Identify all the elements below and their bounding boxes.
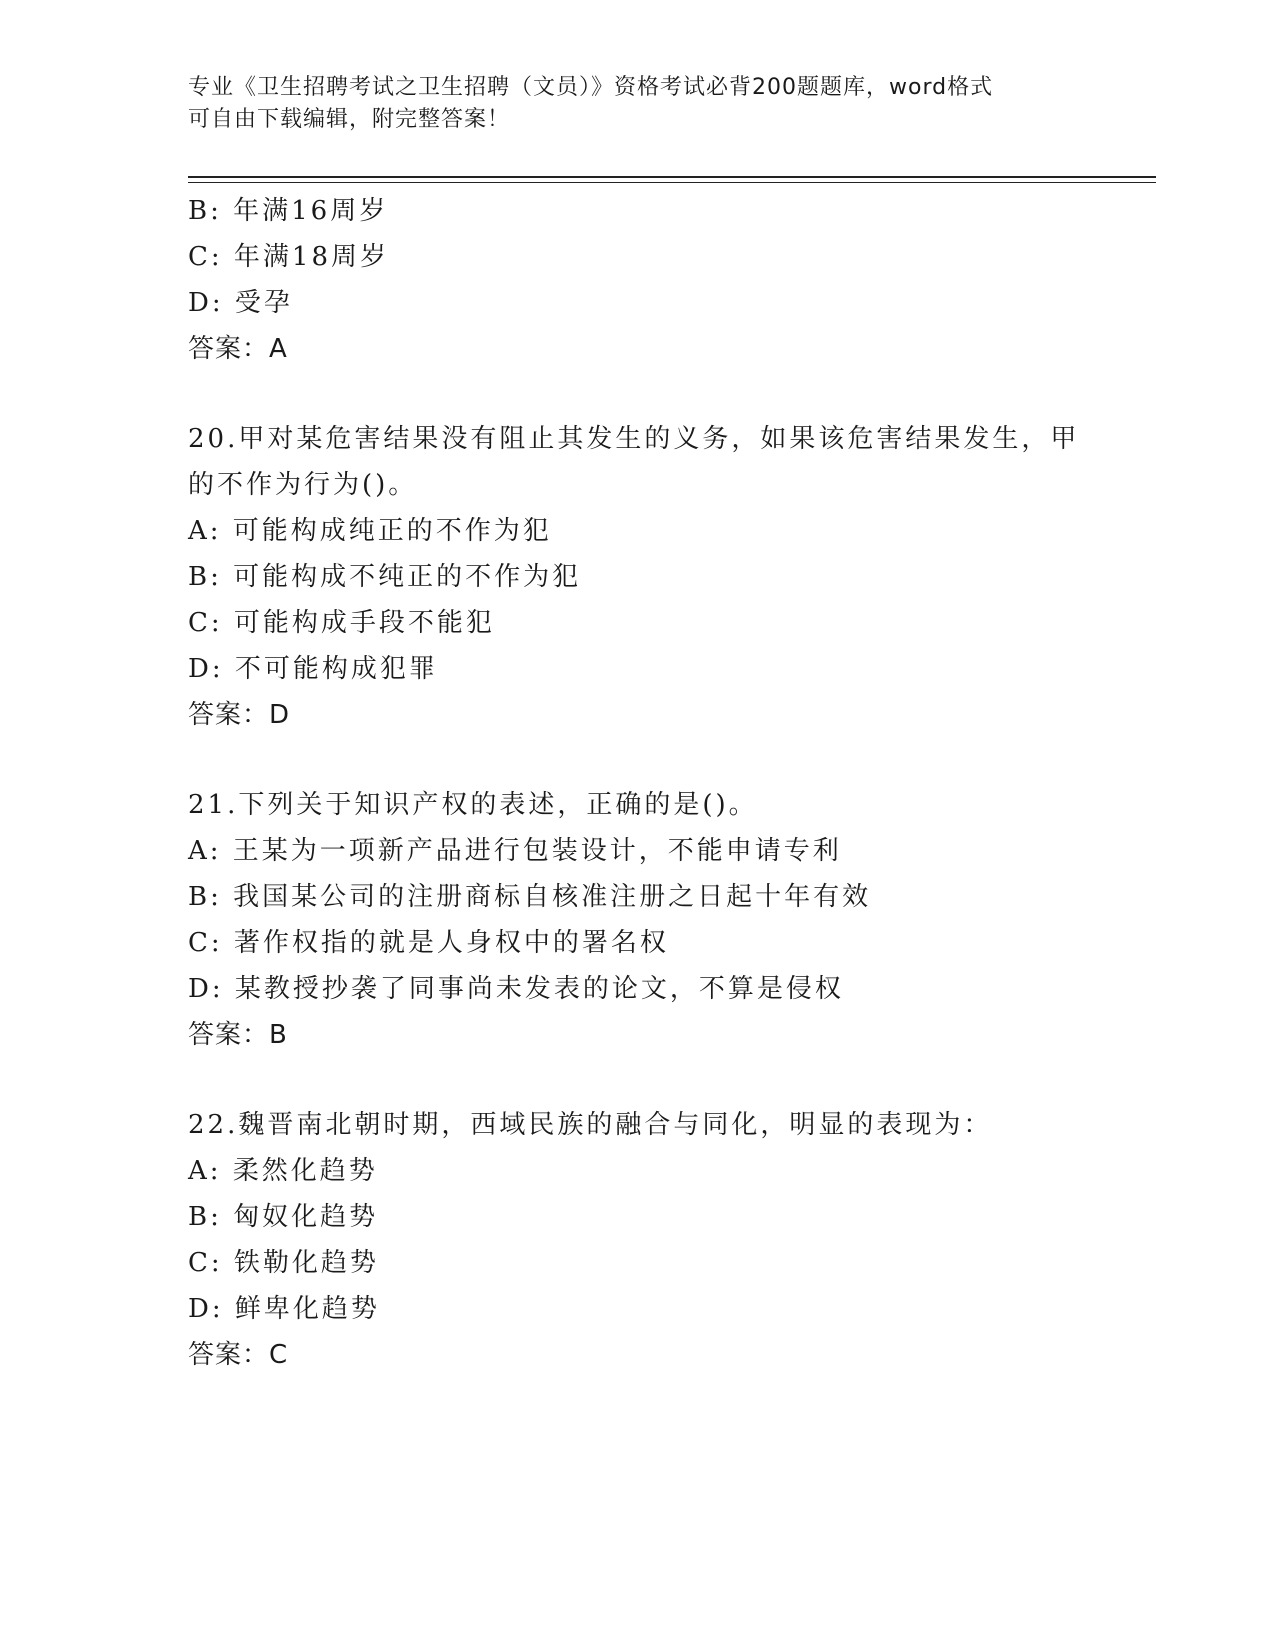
spacer [188, 372, 1148, 416]
option-c: C: 可能构成手段不能犯 [188, 608, 495, 638]
option-b: B: 可能构成不纯正的不作为犯 [188, 562, 582, 592]
document-header [188, 72, 1088, 136]
header-line-2: 可自由下载编辑，附完整答案！ [188, 107, 511, 132]
question-21 [188, 782, 1148, 1058]
option-b: B: 年满16周岁 [188, 196, 389, 226]
option-a: A: 可能构成纯正的不作为犯 [188, 516, 552, 546]
spacer [188, 738, 1148, 782]
question-stem: 20.甲对某危害结果没有阻止其发生的义务，如果该危害结果发生，甲 [188, 424, 1080, 454]
option-b: B: 我国某公司的注册商标自核准注册之日起十年有效 [188, 882, 872, 912]
question-19 [188, 188, 1148, 372]
option-d: D: 不可能构成犯罪 [188, 654, 438, 684]
question-22 [188, 1102, 1148, 1378]
spacer [188, 1058, 1148, 1102]
header-line-1: 专业《卫生招聘考试之卫生招聘（文员）》资格考试必背200题题库，word格式 [188, 75, 994, 100]
option-d: D: 鲜卑化趋势 [188, 1294, 380, 1324]
option-d: D: 受孕 [188, 288, 293, 318]
question-20 [188, 416, 1148, 738]
answer: 答案：C [188, 1340, 289, 1370]
header-rule-thin [188, 182, 1156, 183]
answer: 答案：D [188, 700, 291, 730]
option-a: A: 柔然化趋势 [188, 1156, 378, 1186]
option-c: C: 年满18周岁 [188, 242, 390, 272]
option-b: B: 匈奴化趋势 [188, 1202, 379, 1232]
option-a: A: 王某为一项新产品进行包装设计，不能申请专利 [188, 836, 842, 866]
header-rule-thick [188, 176, 1156, 178]
question-stem-continued: 的不作为行为()。 [188, 470, 418, 500]
option-c: C: 著作权指的就是人身权中的署名权 [188, 928, 669, 958]
answer: 答案：B [188, 1020, 288, 1050]
question-stem: 21.下列关于知识产权的表述，正确的是()。 [188, 790, 758, 820]
answer: 答案：A [188, 334, 288, 364]
question-list [188, 188, 1148, 1378]
option-d: D: 某教授抄袭了同事尚未发表的论文，不算是侵权 [188, 974, 844, 1004]
question-stem: 22.魏晋南北朝时期，西域民族的融合与同化，明显的表现为： [188, 1110, 993, 1140]
option-c: C: 铁勒化趋势 [188, 1248, 379, 1278]
